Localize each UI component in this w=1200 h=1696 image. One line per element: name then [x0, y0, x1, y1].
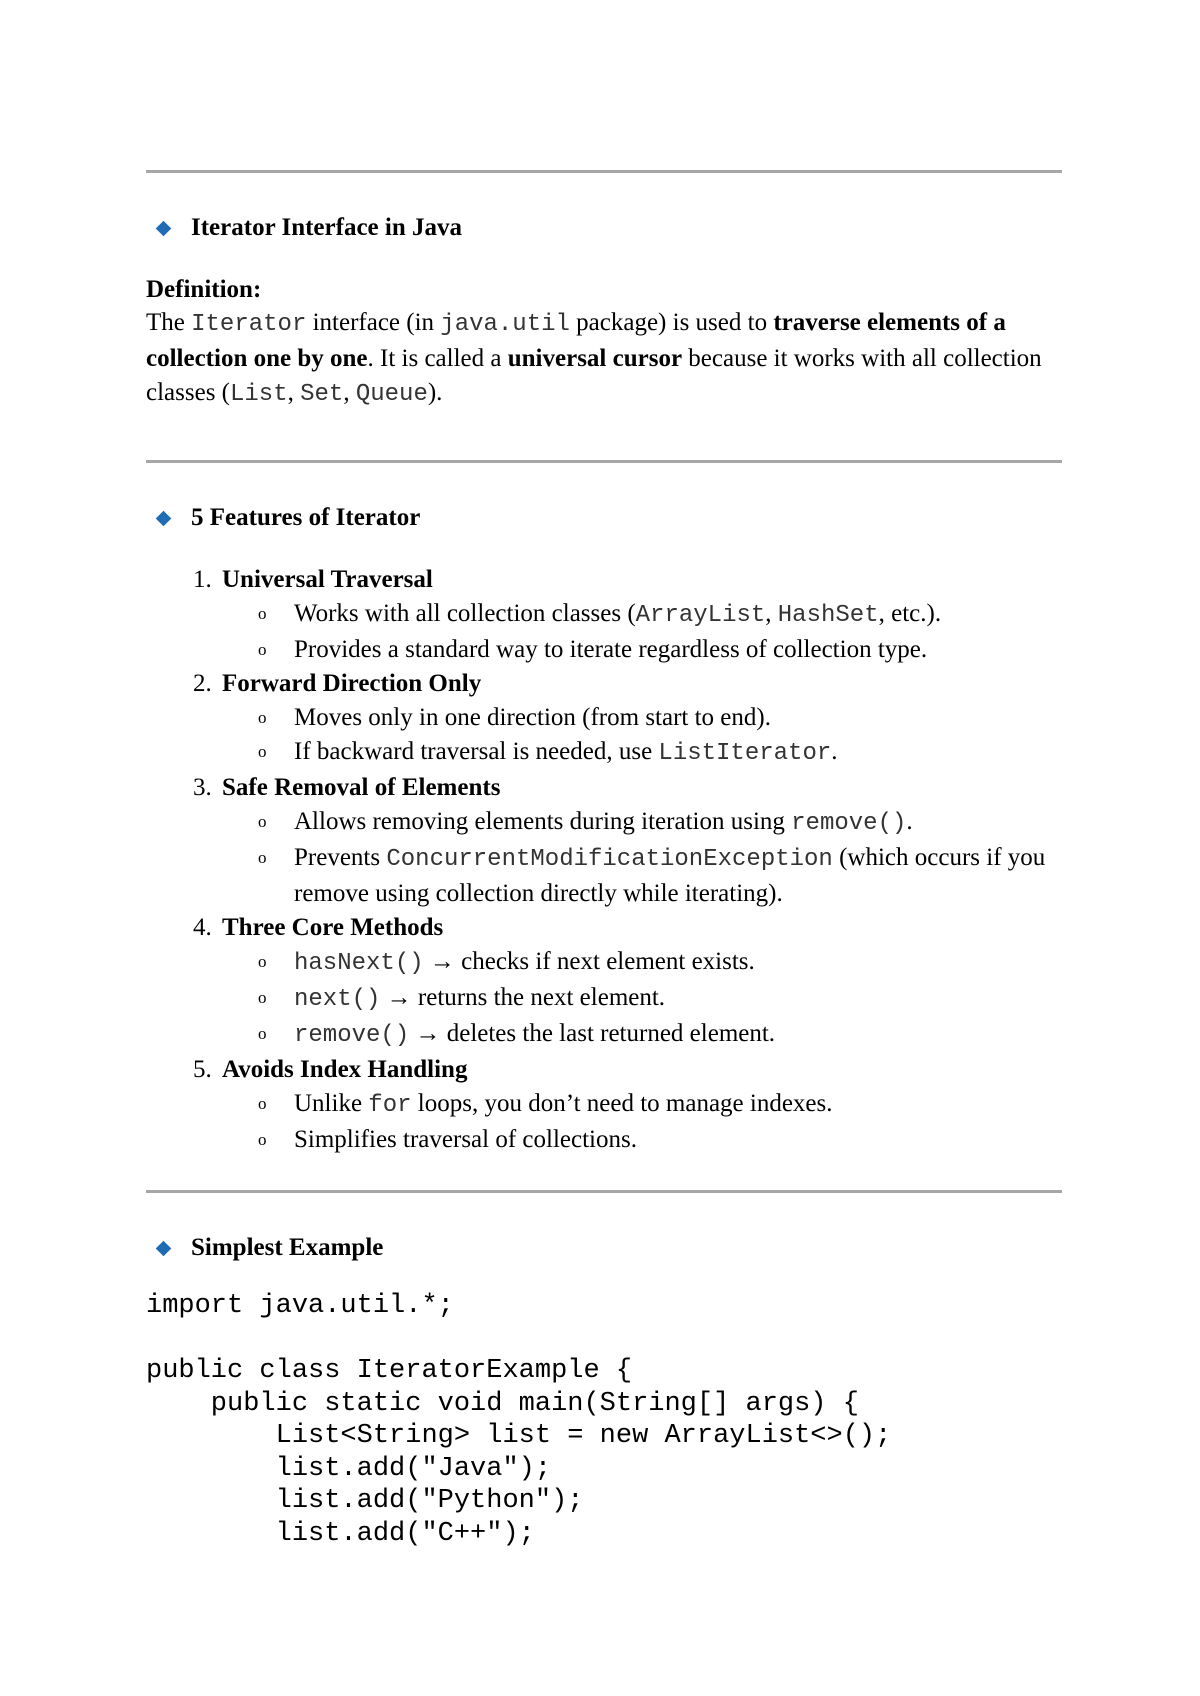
feature-item	[218, 771, 1118, 911]
circle-bullet-icon: o	[258, 604, 267, 623]
text: The	[146, 309, 192, 336]
circle-bullet-icon: o	[258, 1130, 267, 1149]
circle-bullet-icon: o	[258, 988, 267, 1007]
text: (which occurs if you remove using collection directly while iterating).	[294, 844, 1046, 907]
text: Allows removing elements during iteration using	[294, 808, 792, 835]
text: Works with all collection classes (	[294, 600, 636, 627]
text: ,	[343, 379, 356, 406]
feature-title: Avoids Index Handling	[222, 1056, 468, 1083]
code-inline: ArrayList	[635, 602, 766, 629]
feature-title: Universal Traversal	[222, 566, 433, 593]
code-inline: hasNext()	[294, 950, 424, 977]
feature-subitem	[258, 841, 1118, 911]
feature-subitem	[258, 735, 1118, 771]
code-inline: Iterator	[191, 311, 307, 338]
code-inline: java.util	[440, 311, 570, 338]
feature-subitem	[258, 1017, 1118, 1053]
feature-subitem	[258, 945, 1118, 981]
bold-text: universal cursor	[507, 345, 683, 372]
bold-text: traverse elements of a collection one by one	[146, 309, 1006, 372]
circle-bullet-icon: o	[258, 1024, 267, 1043]
text: → checks if next element exists.	[423, 948, 755, 975]
circle-bullet-icon: o	[258, 952, 267, 971]
feature-item	[218, 911, 1118, 1053]
code-inline: ConcurrentModificationException	[386, 846, 833, 873]
feature-subitem	[258, 597, 1118, 633]
feature-item	[218, 1053, 1118, 1157]
feature-title: Forward Direction Only	[222, 670, 482, 697]
text: ,	[287, 379, 301, 406]
text: loops, you don’t need to manage indexes.	[411, 1090, 833, 1117]
text: package) is used to	[569, 309, 774, 336]
text: ,	[765, 600, 778, 627]
text: → deletes the last returned element.	[409, 1020, 776, 1047]
code-inline: ListIterator	[658, 740, 832, 767]
circle-bullet-icon: o	[258, 848, 267, 867]
feature-subitem	[258, 701, 1118, 735]
text: → returns the next element.	[380, 984, 666, 1011]
circle-bullet-icon: o	[258, 742, 267, 761]
text: ).	[427, 379, 443, 406]
code-inline: Set	[300, 381, 344, 408]
feature-sublist	[222, 597, 1118, 667]
code-inline: for	[368, 1092, 412, 1119]
definition-label: Definition:	[146, 276, 262, 303]
code-inline: List	[230, 381, 288, 408]
section-heading-example	[158, 1234, 383, 1262]
text: Prevents	[294, 844, 387, 871]
section-heading-iterator	[158, 214, 462, 242]
heading-text: Iterator Interface in Java	[191, 214, 462, 241]
circle-bullet-icon: o	[258, 812, 267, 831]
feature-sublist	[222, 701, 1118, 771]
horizontal-rule	[146, 460, 1062, 463]
circle-bullet-icon: o	[258, 708, 267, 727]
diamond-bullet-icon	[156, 510, 172, 526]
feature-sublist	[222, 945, 1118, 1053]
circle-bullet-icon: o	[258, 1094, 267, 1113]
features-list	[146, 563, 1118, 1157]
text: , etc.).	[878, 600, 942, 627]
text: .	[831, 738, 838, 765]
feature-sublist	[222, 805, 1118, 911]
text: interface (in	[306, 309, 441, 336]
feature-title: Three Core Methods	[222, 914, 444, 941]
text: Moves only in one direction (from start to end).	[294, 704, 771, 731]
code-block: import java.util.*; public class IteratorExample { public static void main(String[] args) { List<String> list = new ArrayList<>(); list.add("Java"); list.add("Python"); list.add("C++");	[146, 1291, 892, 1549]
feature-subitem	[258, 633, 1118, 667]
diamond-bullet-icon	[156, 1240, 172, 1256]
code-inline: HashSet	[777, 602, 879, 629]
circle-bullet-icon: o	[258, 640, 267, 659]
text: Unlike	[294, 1090, 369, 1117]
code-inline: next()	[294, 986, 381, 1013]
text: If backward traversal is needed, use	[294, 738, 659, 765]
feature-sublist	[222, 1087, 1118, 1157]
text: Provides a standard way to iterate regardless of collection type.	[294, 636, 928, 663]
feature-subitem	[258, 805, 1118, 841]
heading-text: 5 Features of Iterator	[191, 504, 421, 531]
text: because it works with all collection classes (	[146, 345, 1042, 406]
text: . It is called a	[367, 345, 508, 372]
feature-subitem	[258, 981, 1118, 1017]
horizontal-rule	[146, 1190, 1062, 1193]
definition-paragraph	[146, 306, 1066, 412]
feature-subitem	[258, 1123, 1118, 1157]
horizontal-rule	[146, 170, 1062, 173]
heading-text: Simplest Example	[191, 1234, 384, 1261]
section-heading-features	[158, 504, 420, 532]
feature-subitem	[258, 1087, 1118, 1123]
feature-title: Safe Removal of Elements	[222, 774, 501, 801]
feature-item	[218, 563, 1118, 667]
code-inline: remove()	[791, 810, 907, 837]
feature-item	[218, 667, 1118, 771]
code-inline: remove()	[294, 1022, 410, 1049]
text: .	[906, 808, 913, 835]
diamond-bullet-icon	[156, 220, 172, 236]
code-inline: Queue	[355, 381, 428, 408]
text: Simplifies traversal of collections.	[294, 1126, 637, 1153]
